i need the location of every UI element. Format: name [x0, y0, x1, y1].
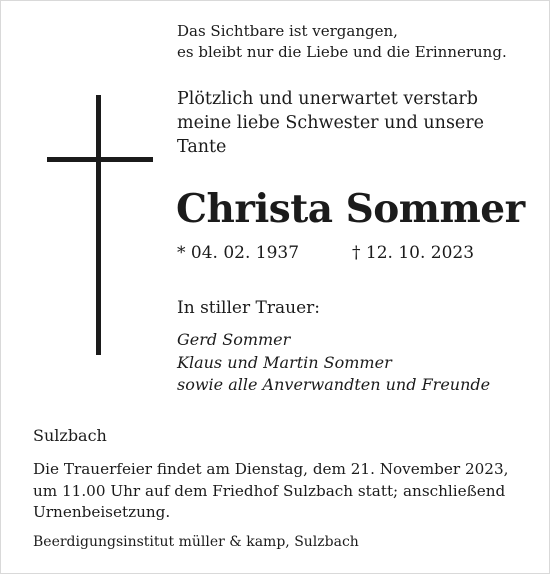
place-name: Sulzbach	[33, 426, 107, 445]
announcement-line: Tante	[177, 137, 227, 157]
announcement-line: Plötzlich und unerwartet verstarb	[177, 89, 478, 109]
birth-date: * 04. 02. 1937	[177, 243, 300, 263]
motto-line: Das Sichtbare ist vergangen,	[177, 22, 398, 40]
mourner-item: Gerd Sommer	[177, 330, 291, 349]
cross-icon-bar	[47, 157, 153, 162]
death-date: † 12. 10. 2023	[352, 243, 475, 263]
mourning-label: In stiller Trauer:	[177, 298, 320, 318]
motto-line: es bleibt nur die Liebe und die Erinnerung.	[177, 43, 507, 61]
ceremony-info	[33, 459, 533, 524]
mourner-item: sowie alle Anverwandten und Freunde	[177, 375, 491, 394]
death-announcement	[177, 87, 537, 159]
funeral-home: Beerdigungsinstitut müller & kamp, Sulzbach	[33, 534, 359, 550]
ceremony-line: um 11.00 Uhr auf dem Friedhof Sulzbach statt; anschließend	[33, 481, 506, 500]
mourner-item: Klaus und Martin Sommer	[177, 352, 392, 372]
ceremony-line: Urnenbeisetzung.	[33, 503, 171, 521]
mourners-list	[177, 329, 537, 397]
memorial-motto	[177, 21, 537, 63]
ceremony-line: Die Trauerfeier findet am Dienstag, dem 21. November 2023,	[33, 460, 509, 478]
announcement-line: meine liebe Schwester und unsere	[177, 113, 485, 133]
deceased-name: Christa Sommer	[176, 186, 525, 232]
cross-icon	[96, 95, 101, 355]
